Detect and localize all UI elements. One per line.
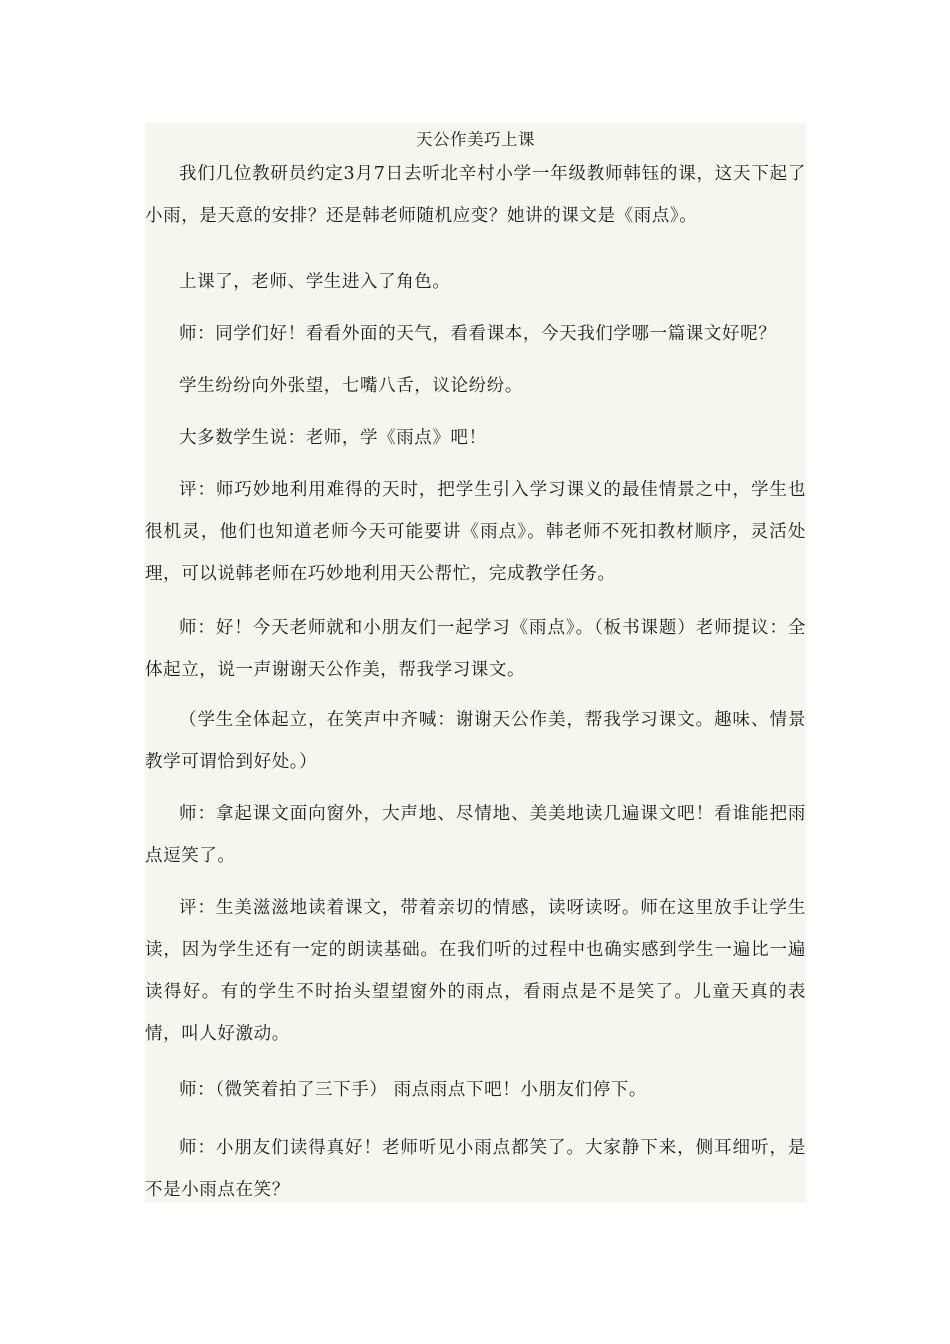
paragraph-students-discuss: 学生纷纷向外张望，七嘴八舌，议论纷纷。 xyxy=(179,376,523,396)
paragraph-comment-1: 评：师巧妙地利用难得的天时，把学生引入学习课义的最佳情景之中，学生也很机灵，他们也知道老师今天可能要讲《雨点》。韩老师不死扣教材顺序，灵活处理，可以说韩老师在巧妙地利用天公帮忙，完成教学任务。 xyxy=(145,480,806,584)
paragraph-students-stand: （学生全体起立，在笑声中齐喊：谢谢天公作美，帮我学习课文。趣味、情景教学可谓恰到好处。） xyxy=(145,710,806,772)
document-page xyxy=(145,123,806,1203)
paragraph-teacher-read: 师：拿起课文面向窗外，大声地、尽情地、美美地读几遍课文吧！看谁能把雨点逗笑了。 xyxy=(145,804,806,866)
paragraph-teacher-clap: 师：（微笑着拍了三下手） 雨点雨点下吧！小朋友们停下。 xyxy=(179,1080,648,1100)
paragraph-students-answer: 大多数学生说：老师，学《雨点》吧！ xyxy=(179,428,487,448)
paragraph-intro: 我们几位教研员约定3月7日去听北辛村小学一年级教师韩钰的课，这天下起了小雨，是天意的安排？还是韩老师随机应变？她讲的课文是《雨点》。 xyxy=(145,164,806,226)
paragraph-class-begins: 上课了，老师、学生进入了角色。 xyxy=(179,272,451,292)
paragraph-teacher-greeting: 师：同学们好！看看外面的天气，看看课本，今天我们学哪一篇课文好呢？ xyxy=(179,324,777,344)
document-title: 天公作美巧上课 xyxy=(416,130,535,149)
paragraph-teacher-proposal: 师：好！今天老师就和小朋友们一起学习《雨点》。（板书课题）老师提议：全体起立，说一声谢谢天公作美，帮我学习课文。 xyxy=(145,618,806,680)
paragraph-teacher-praise: 师：小朋友们读得真好！老师听见小雨点都笑了。大家静下来，侧耳细听，是不是小雨点在笑？ xyxy=(145,1138,806,1200)
paragraph-comment-2: 评：生美滋滋地读着课文，带着亲切的情感，读呀读呀。师在这里放手让学生读，因为学生还有一定的朗读基础。在我们听的过程中也确实感到学生一遍比一遍读得好。有的学生不时抬头望望窗外的雨点，看雨点是不是笑了。儿童天真的表情，叫人好激动。 xyxy=(145,898,806,1044)
